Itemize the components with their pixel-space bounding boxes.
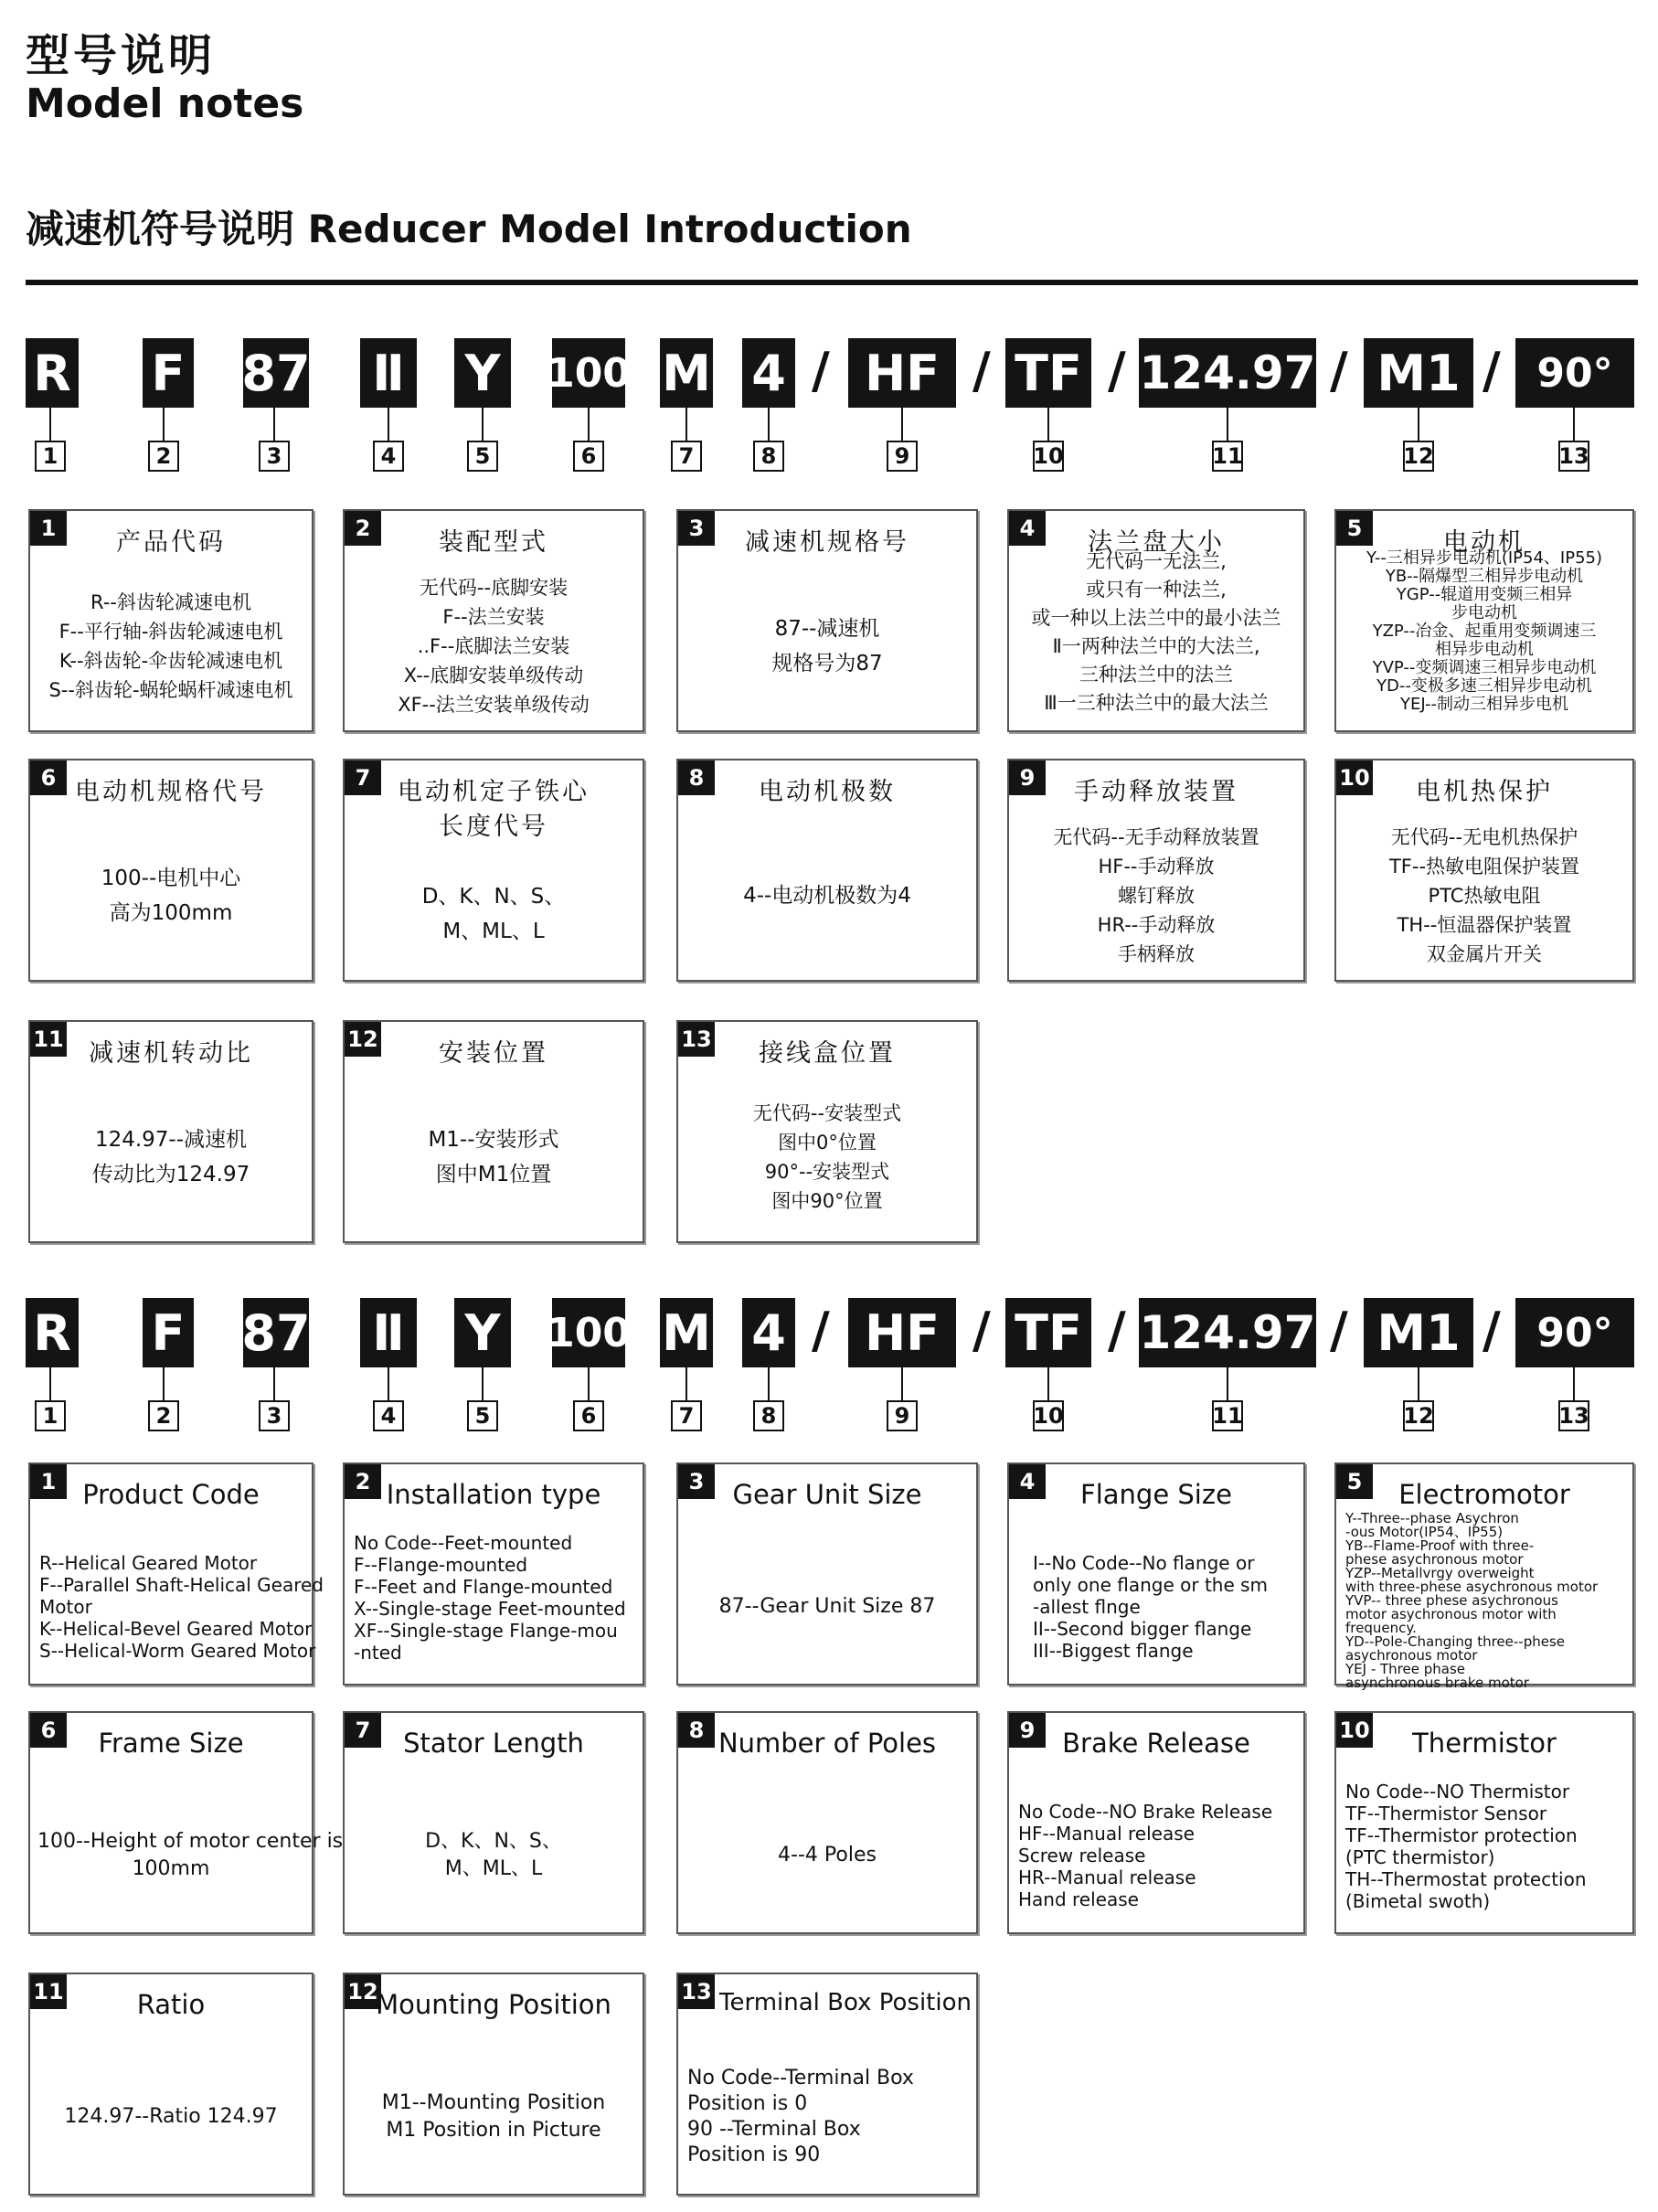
code-separator: / (972, 1302, 991, 1359)
card-line: Motor (39, 1596, 92, 1618)
card-line: ..F--底脚法兰安装 (417, 635, 570, 657)
connector-line (901, 408, 903, 442)
card-line: 90°--安装型式 (764, 1161, 890, 1183)
code-separator: / (1330, 342, 1348, 399)
card-line: F--Flange-mounted (354, 1554, 528, 1576)
card-line: TF--Thermistor protection (1345, 1824, 1578, 1846)
card-line: R--斜齿轮减速电机 (90, 591, 251, 613)
card-line: YZP--Metallvrgy overweight (1345, 1565, 1535, 1581)
card-line: frequency. (1345, 1620, 1417, 1636)
card-line: 无代码--底脚安装 (419, 577, 569, 599)
card-lines (1033, 1552, 1296, 1662)
card-zh-11 (28, 1020, 314, 1243)
card-zh-8 (676, 759, 978, 982)
card-line: 或只有一种法兰, (1086, 579, 1227, 601)
code-part-7: M (660, 338, 713, 408)
card-line: YVP-- three phese asychronous (1345, 1592, 1558, 1609)
card-title: Thermistor (1412, 1728, 1557, 1759)
card-number: 10 (1336, 1713, 1373, 1748)
card-zh-4 (1007, 509, 1305, 732)
card-number: 3 (678, 1464, 715, 1499)
card-lines (37, 1828, 344, 1883)
card-line: motor asychronous motor with (1345, 1606, 1557, 1622)
code-index-1: 1 (35, 441, 66, 472)
card-line: 124.97--Ratio 124.97 (64, 2105, 278, 2128)
card-line: 100--电机中心 (101, 867, 241, 890)
divider (26, 280, 1638, 285)
card-en-3 (676, 1462, 978, 1686)
card-lines (1018, 1801, 1296, 1910)
card-line: (PTC thermistor) (1345, 1846, 1495, 1868)
card-zh-5 (1334, 509, 1634, 732)
card-line: 124.97--减速机 (94, 1128, 248, 1152)
card-line: HR--手动释放 (1097, 914, 1216, 936)
code-part-12: M1 (1364, 1298, 1473, 1367)
page-title-zh: 型号说明 (26, 30, 217, 81)
card-line: R--Helical Geared Motor (39, 1552, 258, 1574)
card-zh-12 (343, 1020, 644, 1243)
card-line: only one flange or the sm (1033, 1574, 1269, 1596)
connector-line (482, 1367, 484, 1402)
code-index-2: 2 (148, 1400, 179, 1431)
code-part-9: HF (848, 1298, 956, 1367)
card-line: XF--Single-stage Flange-mou (354, 1620, 618, 1642)
card-line: Y--Three--phase Asychron (1345, 1510, 1519, 1526)
code-index-9: 9 (887, 441, 918, 472)
card-en-13 (676, 1973, 978, 2196)
card-line: PTC热敏电阻 (1428, 885, 1541, 907)
card-number: 8 (678, 1713, 715, 1748)
card-lines (1016, 548, 1296, 718)
card-number: 7 (345, 1713, 381, 1748)
card-number: 13 (678, 1974, 715, 2009)
card-title: 电动机 (1443, 528, 1525, 557)
card-lines (37, 861, 304, 931)
card-line: No Code--NO Brake Release (1018, 1801, 1273, 1823)
card-line: phese asychronous motor (1345, 1551, 1524, 1568)
card-title: Brake Release (1062, 1728, 1250, 1759)
connector-line (768, 408, 770, 442)
card-title: Gear Unit Size (732, 1479, 922, 1510)
card-line: YEJ - Three phase (1345, 1661, 1466, 1677)
card-line: Ⅱ一两种法兰中的大法兰, (1052, 635, 1260, 657)
card-number: 5 (1336, 1464, 1373, 1499)
code-index-5: 5 (467, 441, 498, 472)
card-line: TF--Thermistor Sensor (1345, 1803, 1547, 1824)
card-number: 6 (30, 760, 67, 795)
code-part-2: F (143, 338, 194, 408)
card-title: 电动机极数 (759, 778, 896, 806)
card-line: -allest flnge (1033, 1596, 1141, 1618)
card-line: HR--Manual release (1018, 1866, 1196, 1888)
card-number: 9 (1009, 1713, 1046, 1748)
connector-line (1418, 408, 1419, 442)
card-line: (Bimetal swoth) (1345, 1890, 1491, 1912)
card-line: F--平行轴-斜齿轮减速电机 (58, 621, 283, 643)
card-line: No Code--Feet-mounted (354, 1532, 573, 1554)
card-lines (686, 1593, 969, 1621)
card-line: -nted (354, 1642, 402, 1664)
card-number: 6 (30, 1713, 67, 1748)
card-number: 7 (345, 760, 381, 795)
card-line: Y--三相异步电动机(IP54、IP55) (1366, 548, 1603, 568)
code-part-2: F (143, 1298, 194, 1367)
code-part-1: R (26, 1298, 79, 1367)
card-line: 步电动机 (1451, 603, 1517, 622)
card-line: II--Second bigger flange (1033, 1618, 1252, 1640)
code-index-9: 9 (887, 1400, 918, 1431)
connector-line (273, 1367, 275, 1402)
card-line: 100--Height of motor center is (37, 1830, 344, 1853)
code-separator: / (972, 342, 991, 399)
card-lines (686, 878, 969, 913)
connector-line (49, 408, 51, 442)
code-part-13: 90° (1515, 338, 1634, 408)
code-index-4: 4 (373, 1400, 404, 1431)
card-line: M、ML、L (444, 1857, 543, 1880)
connector-line (1227, 408, 1228, 442)
code-part-10: TF (1005, 338, 1091, 408)
connector-line (686, 408, 687, 442)
code-part-8: 4 (742, 338, 795, 408)
card-number: 9 (1009, 760, 1046, 795)
code-index-4: 4 (373, 441, 404, 472)
code-index-8: 8 (753, 1400, 784, 1431)
card-line: I--No Code--No flange or (1033, 1552, 1255, 1574)
code-index-11: 11 (1212, 1400, 1243, 1431)
code-part-11: 124.97 (1139, 338, 1316, 408)
card-number: 12 (345, 1974, 381, 2009)
card-line: 87--减速机 (774, 617, 880, 641)
card-line: TF--热敏电阻保护装置 (1388, 856, 1580, 877)
code-index-10: 10 (1033, 441, 1064, 472)
connector-line (1227, 1367, 1228, 1402)
card-zh-7 (343, 759, 644, 982)
card-lines (686, 611, 969, 681)
code-index-11: 11 (1212, 441, 1243, 472)
card-line: 无代码--无手动释放装置 (1053, 826, 1259, 848)
code-part-6: 100 (552, 338, 625, 408)
code-index-6: 6 (573, 1400, 604, 1431)
card-en-4 (1007, 1462, 1305, 1686)
card-line: 规格号为87 (771, 652, 883, 675)
card-en-10 (1334, 1711, 1634, 1934)
connector-line (49, 1367, 51, 1402)
card-line: F--Feet and Flange-mounted (354, 1576, 613, 1598)
card-line: Ⅲ一三种法兰中的最大法兰 (1044, 692, 1269, 714)
code-index-7: 7 (671, 441, 702, 472)
card-lines (686, 1099, 969, 1216)
connector-line (1573, 408, 1575, 442)
card-title: 法兰盘大小 (1088, 528, 1225, 557)
card-en-6 (28, 1711, 344, 1934)
card-line: asynchronous brake motor (1345, 1675, 1529, 1691)
card-lines (37, 588, 304, 705)
code-index-12: 12 (1403, 1400, 1434, 1431)
card-line: YB--隔爆型三相异步电动机 (1385, 567, 1584, 586)
code-index-7: 7 (671, 1400, 702, 1431)
card-lines (352, 1828, 635, 1883)
card-number: 2 (345, 1464, 381, 1499)
card-line: M1--安装形式 (428, 1128, 559, 1152)
code-separator: / (812, 342, 830, 399)
card-title: Product Code (82, 1479, 260, 1510)
card-lines (1344, 823, 1625, 969)
card-en-5 (1334, 1462, 1634, 1691)
card-line: YVP--变频调速三相异步电动机 (1372, 658, 1597, 677)
card-line: YGP--辊道用变频三相异 (1396, 585, 1573, 604)
card-zh-13 (676, 1020, 978, 1243)
card-title: 减速机规格号 (745, 528, 909, 557)
card-line: asychronous motor (1345, 1647, 1478, 1664)
card-zh-1 (28, 509, 314, 732)
card-line: M、ML、L (442, 920, 545, 943)
card-line: YB--Flame-Proof with three- (1345, 1537, 1535, 1554)
card-title: Installation type (386, 1479, 601, 1510)
card-lines (37, 1122, 304, 1192)
card-title: Flange Size (1080, 1479, 1232, 1510)
card-number: 2 (345, 511, 381, 546)
card-lines (1345, 1512, 1625, 1690)
card-line: HF--Manual release (1018, 1823, 1195, 1845)
code-part-8: 4 (742, 1298, 795, 1367)
card-en-11 (28, 1973, 314, 2196)
code-separator: / (1483, 342, 1501, 399)
card-line: 相异步电动机 (1435, 640, 1534, 659)
card-line: YZP--冶金、起重用变频调速三 (1372, 622, 1597, 641)
card-zh-6 (28, 759, 314, 982)
code-index-8: 8 (753, 441, 784, 472)
card-number: 13 (678, 1022, 715, 1057)
card-title: 电机热保护 (1416, 778, 1553, 806)
card-en-8 (676, 1711, 978, 1934)
card-line: 4--4 Poles (778, 1844, 877, 1866)
card-title: 电动机规格代号 (75, 778, 267, 806)
card-line: 无代码--安装型式 (752, 1102, 902, 1124)
card-line: X--Single-stage Feet-mounted (354, 1598, 626, 1620)
card-title: 安装位置 (439, 1039, 548, 1068)
card-number: 5 (1336, 511, 1373, 546)
card-line: YD--Pole-Changing three--phese (1345, 1633, 1566, 1650)
card-title: 电动机定子铁心 (398, 778, 590, 806)
card-lines (352, 573, 635, 719)
code-part-5: Y (454, 338, 511, 408)
card-line: 三种法兰中的法兰 (1079, 664, 1233, 686)
card-line: HF--手动释放 (1098, 856, 1215, 877)
card-title: Number of Poles (717, 1728, 937, 1759)
card-line: 无代码一无法兰, (1086, 550, 1227, 572)
card-line: TH--Thermostat protection (1345, 1868, 1587, 1890)
code-index-1: 1 (35, 1400, 66, 1431)
connector-line (768, 1367, 770, 1402)
card-line: YD--变极多速三相异步电动机 (1376, 676, 1592, 696)
card-line: 螺钉释放 (1118, 885, 1195, 907)
connector-line (273, 408, 275, 442)
card-number: 1 (30, 1464, 67, 1499)
code-separator: / (1330, 1302, 1348, 1359)
card-line: 100mm (132, 1857, 210, 1880)
card-title: Frame Size (98, 1728, 244, 1759)
card-number: 3 (678, 511, 715, 546)
code-index-13: 13 (1558, 441, 1589, 472)
connector-line (588, 408, 590, 442)
card-line: 图中90°位置 (771, 1190, 883, 1212)
card-line: Screw release (1018, 1845, 1146, 1866)
card-number: 4 (1009, 1464, 1046, 1499)
card-en-7 (343, 1711, 644, 1934)
connector-line (1418, 1367, 1419, 1402)
card-zh-2 (343, 509, 644, 732)
page-title-en: Model notes (26, 80, 304, 127)
card-title: 接线盒位置 (759, 1039, 896, 1068)
card-line: YEJ--制动三相异步电机 (1399, 695, 1569, 714)
card-en-9 (1007, 1711, 1305, 1934)
card-title: Mounting Position (376, 1989, 611, 2020)
card-line: K--斜齿轮-伞齿轮减速电机 (58, 650, 283, 672)
code-separator: / (1108, 342, 1126, 399)
code-part-1: R (26, 338, 79, 408)
card-title: 装配型式 (439, 528, 548, 557)
card-lines (687, 2066, 969, 2168)
card-title: 产品代码 (116, 528, 226, 557)
card-lines (39, 1552, 324, 1662)
card-line: D、K、N、S、 (425, 1830, 562, 1853)
card-line: 87--Gear Unit Size 87 (718, 1595, 936, 1618)
connector-line (482, 408, 484, 442)
card-line: F--法兰安装 (442, 606, 545, 628)
card-line: X--底脚安装单级传动 (403, 665, 584, 686)
code-index-13: 13 (1558, 1400, 1589, 1431)
card-title: Stator Length (403, 1728, 584, 1759)
connector-line (163, 1367, 165, 1402)
connector-line (901, 1367, 903, 1402)
code-part-6: 100 (552, 1298, 625, 1367)
card-number: 10 (1336, 760, 1373, 795)
card-lines (352, 879, 635, 949)
card-lines (37, 2103, 304, 2131)
code-part-12: M1 (1364, 338, 1473, 408)
card-line: 传动比为124.97 (91, 1163, 250, 1186)
card-number: 11 (30, 1974, 67, 2009)
code-separator: / (1108, 1302, 1126, 1359)
code-part-10: TF (1005, 1298, 1091, 1367)
card-number: 8 (678, 760, 715, 795)
card-lines (1345, 1781, 1625, 1912)
card-line: XF--法兰安装单级传动 (398, 694, 590, 716)
card-en-2 (343, 1462, 644, 1686)
card-line: III--Biggest flange (1033, 1640, 1194, 1662)
card-title: Ratio (136, 1989, 206, 2020)
card-lines (1344, 549, 1625, 714)
code-separator: / (812, 1302, 830, 1359)
code-part-4: Ⅱ (360, 338, 417, 408)
code-index-6: 6 (573, 441, 604, 472)
code-part-5: Y (454, 1298, 511, 1367)
code-part-3: 87 (243, 1298, 309, 1367)
card-line: 手柄释放 (1118, 943, 1195, 965)
card-line: F--Parallel Shaft-Helical Geared (39, 1574, 324, 1596)
card-number: 1 (30, 511, 67, 546)
card-line: M1--Mounting Position (381, 2091, 606, 2114)
connector-line (388, 408, 389, 442)
card-number: 4 (1009, 511, 1046, 546)
card-lines (1016, 823, 1296, 969)
card-line: 高为100mm (109, 901, 233, 925)
code-index-3: 3 (259, 441, 290, 472)
card-line: Position is 0 (687, 2092, 808, 2115)
card-title-line2: 长度代号 (439, 813, 548, 841)
card-lines (352, 2090, 635, 2144)
card-zh-3 (676, 509, 978, 732)
card-title: 手动释放装置 (1074, 778, 1238, 806)
card-line: 双金属片开关 (1427, 943, 1542, 965)
card-zh-9 (1007, 759, 1305, 982)
card-line: 无代码--无电机热保护 (1390, 826, 1578, 848)
card-number: 12 (345, 1022, 381, 1057)
code-index-12: 12 (1403, 441, 1434, 472)
card-title: 减速机转动比 (89, 1039, 253, 1068)
card-line: Position is 90 (687, 2143, 821, 2166)
card-lines (352, 1122, 635, 1192)
card-line: S--斜齿轮-蜗轮蜗杆减速电机 (48, 679, 293, 701)
card-line: Hand release (1018, 1888, 1139, 1910)
card-line: 图中M1位置 (435, 1163, 552, 1186)
code-index-10: 10 (1033, 1400, 1064, 1431)
code-part-11: 124.97 (1139, 1298, 1316, 1367)
card-line: 图中0°位置 (778, 1132, 877, 1154)
card-line: M1 Position in Picture (386, 2119, 601, 2142)
card-lines (686, 1842, 969, 1869)
code-separator: / (1483, 1302, 1501, 1359)
section-title: 减速机符号说明 Reducer Model Introduction (26, 207, 912, 251)
code-part-9: HF (848, 338, 956, 408)
card-line: No Code--NO Thermistor (1345, 1781, 1570, 1803)
card-line: K--Helical-Bevel Geared Motor (39, 1618, 313, 1640)
card-number: 11 (30, 1022, 67, 1057)
card-en-1 (28, 1462, 324, 1686)
card-line: -ous Motor(IP54、IP55) (1345, 1524, 1504, 1540)
connector-line (1573, 1367, 1575, 1402)
card-line: TH--恒温器保护装置 (1397, 914, 1572, 936)
code-part-13: 90° (1515, 1298, 1634, 1367)
card-line: with three-phese asychronous motor (1345, 1579, 1599, 1595)
connector-line (686, 1367, 687, 1402)
card-line: 或一种以上法兰中的最小法兰 (1031, 607, 1281, 629)
card-line: S--Helical-Worm Geared Motor (39, 1640, 316, 1662)
connector-line (163, 408, 165, 442)
card-title: Terminal Box Position (719, 1989, 972, 2016)
connector-line (588, 1367, 590, 1402)
card-line: 90 --Terminal Box (687, 2118, 861, 2141)
card-en-12 (343, 1973, 644, 2196)
code-index-5: 5 (467, 1400, 498, 1431)
card-line: 4--电动机极数为4 (743, 884, 911, 908)
connector-line (1047, 1367, 1049, 1402)
code-part-4: Ⅱ (360, 1298, 417, 1367)
code-part-7: M (660, 1298, 713, 1367)
code-index-2: 2 (148, 441, 179, 472)
card-title: Electromotor (1398, 1479, 1570, 1510)
code-part-3: 87 (243, 338, 309, 408)
card-lines (354, 1532, 635, 1664)
card-zh-10 (1334, 759, 1634, 982)
card-line: D、K、N、S、 (421, 885, 566, 909)
connector-line (388, 1367, 389, 1402)
card-line: No Code--Terminal Box (687, 2067, 914, 2090)
connector-line (1047, 408, 1049, 442)
code-index-3: 3 (259, 1400, 290, 1431)
